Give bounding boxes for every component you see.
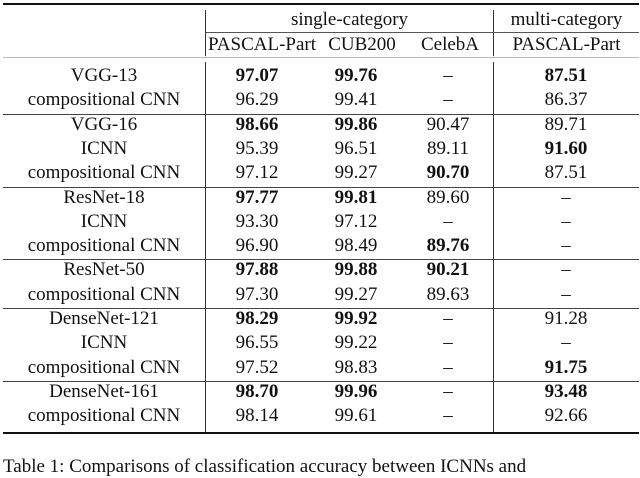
accuracy-cell: – [443, 89, 453, 111]
accuracy-cell: 99.41 [334, 89, 378, 111]
top-rule [3, 3, 639, 5]
model-name: DenseNet-161 [49, 380, 159, 402]
table-row [3, 404, 639, 428]
accuracy-cell: – [443, 380, 453, 402]
model-name: VGG-13 [70, 65, 138, 86]
accuracy-cell: – [561, 332, 571, 354]
accuracy-cell: 99.81 [334, 186, 378, 208]
model-name: ResNet-50 [63, 259, 145, 281]
table-row [3, 234, 639, 258]
header-separator [3, 57, 639, 58]
column-header-celeba: CelebA [420, 34, 480, 55]
accuracy-cell: 99.27 [334, 162, 378, 184]
accuracy-cell: 96.55 [235, 332, 279, 354]
model-name: compositional CNN [27, 235, 181, 257]
accuracy-cell: 95.39 [235, 137, 279, 159]
model-name: compositional CNN [27, 283, 181, 305]
accuracy-cell: – [443, 65, 453, 86]
accuracy-cell: 97.77 [235, 186, 279, 208]
accuracy-cell: 90.21 [426, 259, 470, 281]
accuracy-cell: 97.30 [235, 283, 279, 305]
model-name: compositional CNN [27, 405, 181, 427]
accuracy-cell: 93.30 [235, 210, 279, 232]
accuracy-cell: 98.49 [334, 235, 378, 257]
accuracy-cell: 92.66 [544, 405, 588, 427]
accuracy-cell: 89.60 [426, 186, 470, 208]
table-row [3, 210, 639, 234]
accuracy-cell: 90.70 [426, 162, 470, 184]
accuracy-cell: 87.51 [544, 65, 588, 86]
bottom-rule [3, 432, 639, 434]
model-name: ICNN [80, 332, 128, 354]
table-row [3, 161, 639, 185]
accuracy-cell: – [561, 210, 571, 232]
table-row [3, 88, 639, 112]
accuracy-cell: 97.12 [334, 210, 378, 232]
accuracy-cell: 89.11 [426, 137, 470, 159]
table-row [3, 186, 639, 210]
accuracy-cell: 97.12 [235, 162, 279, 184]
accuracy-cell: 93.48 [544, 380, 588, 402]
table-row [3, 113, 639, 137]
accuracy-cell: 96.29 [235, 89, 279, 111]
accuracy-cell: 99.61 [334, 405, 378, 427]
column-header-cub200: CUB200 [328, 34, 396, 55]
accuracy-cell: 91.28 [544, 308, 588, 329]
accuracy-cell: 99.92 [334, 308, 378, 329]
table-row [3, 137, 639, 161]
model-name: ICNN [80, 210, 128, 232]
accuracy-cell: 91.75 [544, 356, 588, 378]
header-cline [206, 32, 639, 33]
accuracy-cell: 98.29 [235, 308, 279, 329]
accuracy-cell: 98.70 [235, 380, 279, 402]
accuracy-cell: 99.76 [334, 65, 378, 86]
model-name: compositional CNN [27, 356, 181, 378]
accuracy-cell: 89.71 [544, 113, 588, 135]
table-row [3, 331, 639, 355]
table-row [3, 356, 639, 380]
accuracy-cell: 96.51 [334, 137, 378, 159]
accuracy-cell: 99.22 [334, 332, 378, 354]
model-name: ResNet-18 [63, 186, 145, 208]
accuracy-cell: 97.07 [235, 65, 279, 86]
accuracy-cell: – [561, 186, 571, 208]
accuracy-cell: – [443, 308, 453, 329]
accuracy-cell: 97.88 [235, 259, 279, 281]
body-vline-right [493, 62, 494, 433]
model-name: compositional CNN [27, 162, 181, 184]
table-row [3, 283, 639, 307]
table-row [3, 380, 639, 404]
table-caption: Table 1: Comparisons of classification accuracy between ICNNs and [3, 456, 527, 477]
accuracy-cell: 89.63 [426, 283, 470, 305]
accuracy-cell: – [561, 235, 571, 257]
accuracy-cell: 87.51 [544, 162, 588, 184]
accuracy-cell: – [443, 332, 453, 354]
body-vline-left [205, 62, 206, 433]
accuracy-cell: 89.76 [426, 235, 470, 257]
accuracy-cell: 98.66 [235, 113, 279, 135]
accuracy-cell: 86.37 [544, 89, 588, 111]
model-name: compositional CNN [27, 89, 181, 111]
accuracy-cell: – [561, 283, 571, 305]
accuracy-cell: 98.83 [334, 356, 378, 378]
accuracy-cell: – [443, 405, 453, 427]
accuracy-cell: 99.86 [334, 113, 378, 135]
accuracy-cell: 91.60 [544, 137, 588, 159]
header-multi-category: multi-category [510, 9, 623, 30]
accuracy-cell: 90.47 [426, 113, 470, 135]
accuracy-cell: 96.90 [235, 235, 279, 257]
column-header-pascal-part-multi: PASCAL-Part [512, 34, 621, 55]
accuracy-cell: 99.96 [334, 380, 378, 402]
accuracy-cell: – [443, 356, 453, 378]
table-row [3, 64, 639, 88]
accuracy-cell: 99.88 [334, 259, 378, 281]
header-single-category: single-category [290, 9, 409, 30]
accuracy-cell: – [443, 210, 453, 232]
accuracy-cell: 97.52 [235, 356, 279, 378]
model-name: ICNN [80, 137, 128, 159]
table-row [3, 307, 639, 331]
model-name: DenseNet-121 [49, 308, 159, 329]
accuracy-cell: 99.27 [334, 283, 378, 305]
column-header-pascal-part-single: PASCAL-Part [207, 34, 317, 55]
table-row [3, 258, 639, 282]
model-name: VGG-16 [70, 113, 138, 135]
accuracy-cell: – [561, 259, 571, 281]
accuracy-cell: 98.14 [235, 405, 279, 427]
